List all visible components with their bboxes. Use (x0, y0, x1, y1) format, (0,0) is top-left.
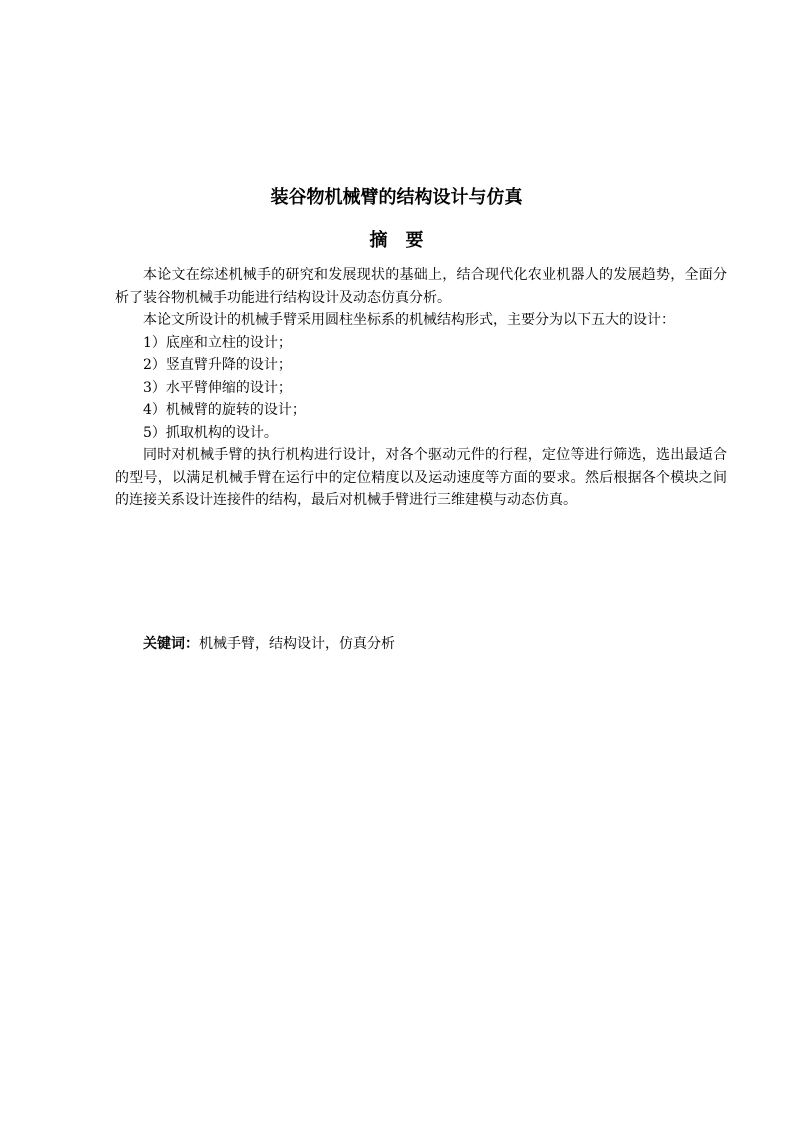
keywords-label: 关键词： (143, 636, 199, 652)
abstract-paragraph-1: 本论文在综述机械手的研究和发展现状的基础上，结合现代化农业机器人的发展趋势，全面分析了装谷物机械手功能进行结构设计及动态仿真分析。 (115, 267, 727, 306)
abstract-heading: 摘要 (369, 230, 442, 251)
abstract-paragraph-3: 同时对机械手臂的执行机构进行设计，对各个驱动元件的行程，定位等进行筛选，选出最适合的型号，以满足机械手臂在运行中的定位精度以及运动速度等方面的要求。然后根据各个模块之间的连接关系设计连接件的结构，最后对机械手臂进行三维建模与动态仿真。 (115, 447, 727, 508)
document-title: 装谷物机械臂的结构设计与仿真 (270, 187, 523, 208)
keywords-value: 机械手臂，结构设计，仿真分析 (199, 636, 395, 652)
abstract-body (115, 264, 727, 512)
abstract-paragraph-2: 本论文所设计的机械手臂采用圆柱坐标系的机械结构形式，主要分为以下五大的设计： (143, 312, 675, 328)
design-list-item: 4）机械臂的旋转的设计； (143, 402, 306, 418)
design-list (115, 332, 727, 445)
design-list-item: 1）底座和立柱的设计； (143, 334, 292, 351)
keywords-line (143, 633, 395, 655)
design-list-item: 3）水平臂伸缩的设计； (143, 379, 292, 396)
design-list-item: 5）抓取机构的设计。 (143, 424, 278, 441)
design-list-item: 2）竖直臂升降的设计； (143, 357, 292, 373)
